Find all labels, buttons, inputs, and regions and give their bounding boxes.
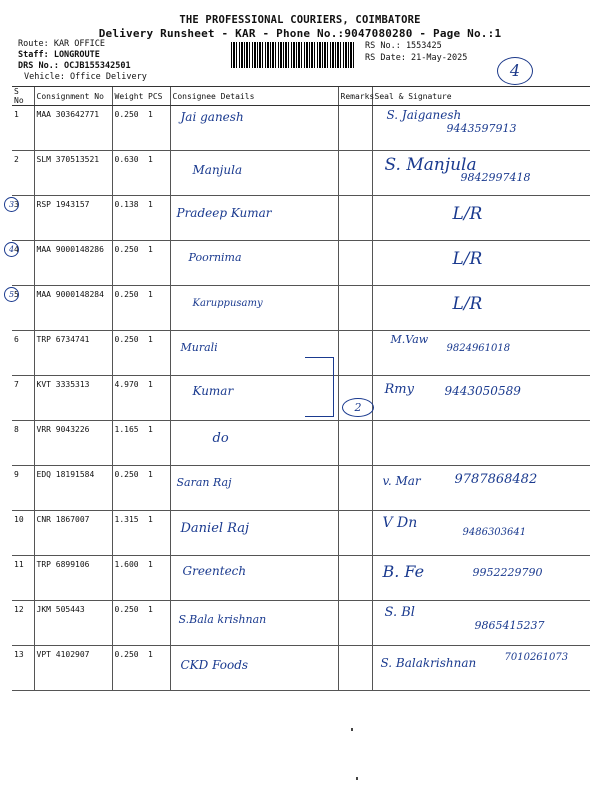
consignee-cell: [170, 466, 338, 511]
drs-number: DRS No.: OCJB155342501: [18, 61, 131, 71]
phone-handwritten: 9486303641: [462, 527, 527, 538]
sno-value: 12: [14, 605, 24, 614]
table-row: [12, 421, 590, 466]
weight: 0.250: [112, 646, 146, 691]
consignee-handwritten: Saran Raj: [176, 476, 232, 489]
table-row: [12, 241, 590, 286]
sno-value: 13: [14, 650, 24, 659]
consignment-no: TRP 6734741: [34, 331, 112, 376]
pcs: 1: [146, 196, 170, 241]
phone-handwritten: 9842997418: [460, 171, 531, 184]
table-row: [12, 511, 590, 556]
signature-cell: [372, 421, 590, 466]
row-sno: [12, 106, 34, 151]
signature-handwritten: B. Fe: [382, 562, 425, 581]
page-mark-circle: 4: [497, 57, 533, 85]
signature-cell: [372, 196, 590, 241]
signature-cell: [372, 151, 590, 196]
row-sno: [8, 286, 34, 331]
consignment-no: KVT 3335313: [34, 376, 112, 421]
weight: 4.970: [112, 376, 146, 421]
runsheet-table: [8, 86, 590, 691]
consignee-cell: [170, 196, 338, 241]
table-row: [12, 556, 590, 601]
consignee-cell: [170, 601, 338, 646]
signature-handwritten: S. Manjula: [384, 155, 477, 175]
sno-value: 8: [14, 425, 19, 434]
sno-value: 11: [14, 560, 24, 569]
col-consignment: Consignment No: [34, 87, 112, 106]
phone-handwritten: 9952229790: [472, 566, 543, 579]
row-number-circle: 4: [4, 242, 19, 257]
weight: 0.250: [112, 466, 146, 511]
signature-handwritten: v. Mar: [382, 474, 421, 488]
sno-value: 5: [14, 290, 19, 299]
table-row: [12, 466, 590, 511]
consignee-handwritten: Manjula: [192, 163, 243, 177]
table-row: [12, 376, 590, 421]
consignment-no: VPT 4102907: [34, 646, 112, 691]
signature-cell: [372, 466, 590, 511]
consignment-no: EDQ 18191584: [34, 466, 112, 511]
signature-handwritten: M.Vaw: [390, 333, 429, 346]
weight: 1.315: [112, 511, 146, 556]
pcs: 1: [146, 466, 170, 511]
consignment-no: MAA 9000148286: [34, 241, 112, 286]
consignment-no: MAA 303642771: [34, 106, 112, 151]
weight: 0.250: [112, 601, 146, 646]
row-sno: [12, 601, 34, 646]
col-pcs: PCS: [146, 87, 170, 106]
table-row: [12, 646, 590, 691]
weight: 1.165: [112, 421, 146, 466]
company-title: THE PROFESSIONAL COURIERS, COIMBATORE: [179, 14, 421, 26]
weight: 0.250: [112, 331, 146, 376]
sno-value: 1: [14, 110, 19, 119]
consignee-handwritten: S.Bala krishnan: [178, 613, 267, 626]
consignment-no: JKM 505443: [34, 601, 112, 646]
weight: 0.250: [112, 241, 146, 286]
pcs: 1: [146, 106, 170, 151]
consignee-cell: [170, 556, 338, 601]
signature-cell: [372, 286, 590, 331]
remarks-cell: [338, 196, 372, 241]
signature-cell: [372, 331, 590, 376]
vehicle-label: Vehicle: Office Delivery: [24, 72, 147, 82]
consignment-no: RSP 1943157: [34, 196, 112, 241]
signature-cell: [372, 646, 590, 691]
signature-handwritten: S. Balakrishnan: [380, 656, 477, 670]
pcs: 1: [146, 601, 170, 646]
consignment-no: CNR 1867007: [34, 511, 112, 556]
consignee-cell: [170, 511, 338, 556]
sno-value: 6: [14, 335, 19, 344]
col-remarks: Remarks: [338, 87, 372, 106]
signature-handwritten: Rmy: [384, 382, 414, 397]
signature-cell: [372, 241, 590, 286]
phone-handwritten: 9824961018: [446, 343, 511, 354]
table-row: [12, 196, 590, 241]
row-sno: [12, 421, 34, 466]
sno-value: 10: [14, 515, 24, 524]
sno-value: 2: [14, 155, 19, 164]
consignee-handwritten: Jai ganesh: [180, 110, 244, 124]
consignee-cell: [170, 286, 338, 331]
weight: 0.250: [112, 286, 146, 331]
sno-value: 9: [14, 470, 19, 479]
signature-handwritten: L/R: [452, 294, 483, 314]
phone-handwritten: 9787868482: [454, 472, 538, 487]
row-sno: [12, 511, 34, 556]
weight: 0.138: [112, 196, 146, 241]
consignee-handwritten: Poornima: [188, 251, 242, 264]
table-row: [12, 601, 590, 646]
rs-date: RS Date: 21-May-2025: [365, 53, 468, 63]
consignee-cell: [170, 151, 338, 196]
table-row: [12, 151, 590, 196]
signature-cell: [372, 556, 590, 601]
consignment-no: VRR 9043226: [34, 421, 112, 466]
consignee-handwritten: Pradeep Kumar: [176, 206, 272, 220]
row-number-circle: 3: [4, 197, 19, 212]
row-sno: [12, 556, 34, 601]
bracket-mark-circle: 2: [342, 398, 374, 417]
row-sno: [12, 331, 34, 376]
consignee-cell: [170, 241, 338, 286]
consignee-handwritten: Murali: [180, 341, 218, 354]
scan-speck: [351, 728, 353, 731]
remarks-cell: [338, 466, 372, 511]
rs-number: RS No.: 1553425: [365, 41, 442, 51]
row-sno: [8, 241, 34, 286]
col-consignee: Consignee Details: [170, 87, 338, 106]
row-sno: [12, 376, 34, 421]
phone-handwritten: 9443597913: [446, 122, 517, 135]
table-header-row: [12, 87, 590, 106]
signature-handwritten: L/R: [452, 204, 483, 224]
signature-cell: [372, 601, 590, 646]
sno-value: 7: [14, 380, 19, 389]
row-number-circle: 5: [4, 287, 19, 302]
barcode: [231, 42, 356, 68]
consignee-cell: [170, 421, 338, 466]
consignee-handwritten: CKD Foods: [180, 658, 249, 672]
pcs: 1: [146, 421, 170, 466]
scan-speck: [356, 777, 358, 780]
staff-label: Staff: LONGROUTE: [18, 50, 100, 60]
signature-handwritten: S. Bl: [384, 605, 415, 620]
weight: 0.250: [112, 106, 146, 151]
row-sno: [8, 196, 34, 241]
signature-cell: [372, 511, 590, 556]
pcs: 1: [146, 241, 170, 286]
row-sno: [12, 646, 34, 691]
consignee-cell: [170, 646, 338, 691]
route-label: Route: KAR OFFICE: [18, 39, 105, 49]
consignment-no: MAA 9000148284: [34, 286, 112, 331]
signature-handwritten: V Dn: [382, 515, 418, 531]
pcs: 1: [146, 376, 170, 421]
row-sno: [12, 466, 34, 511]
col-sno: S No: [12, 87, 34, 106]
consignment-no: TRP 6899106: [34, 556, 112, 601]
sno-value: 3: [14, 200, 19, 209]
pcs: 1: [146, 511, 170, 556]
phone-handwritten: 7010261073: [504, 652, 569, 663]
pcs: 1: [146, 331, 170, 376]
col-weight: Weight: [112, 87, 146, 106]
remarks-cell: [338, 601, 372, 646]
table-row: [12, 106, 590, 151]
sno-value: 4: [14, 245, 19, 254]
phone-handwritten: 9443050589: [444, 384, 521, 398]
consignment-no: SLM 370513521: [34, 151, 112, 196]
consignee-cell: [170, 106, 338, 151]
signature-handwritten: L/R: [452, 249, 483, 269]
consignee-handwritten: Daniel Raj: [180, 521, 250, 536]
row-sno: [12, 151, 34, 196]
pcs: 1: [146, 646, 170, 691]
ditto-bracket: [305, 357, 334, 417]
col-signature: Seal & Signature: [372, 87, 590, 106]
consignee-handwritten: Kumar: [192, 384, 234, 398]
weight: 0.630: [112, 151, 146, 196]
consignee-handwritten: do: [212, 431, 229, 446]
runsheet-subtitle: Delivery Runsheet - KAR - Phone No.:9047080280 - Page No.:1: [98, 27, 502, 40]
pcs: 1: [146, 286, 170, 331]
phone-handwritten: 9865415237: [474, 619, 545, 632]
signature-cell: [372, 376, 590, 421]
weight: 1.600: [112, 556, 146, 601]
pcs: 1: [146, 556, 170, 601]
table-row: [12, 331, 590, 376]
consignee-handwritten: Greentech: [182, 564, 247, 578]
signature-cell: [372, 106, 590, 151]
remarks-cell: [338, 556, 372, 601]
pcs: 1: [146, 151, 170, 196]
consignee-handwritten: Karuppusamy: [192, 298, 263, 309]
signature-handwritten: S. Jaiganesh: [386, 108, 462, 122]
table-row: [12, 286, 590, 331]
